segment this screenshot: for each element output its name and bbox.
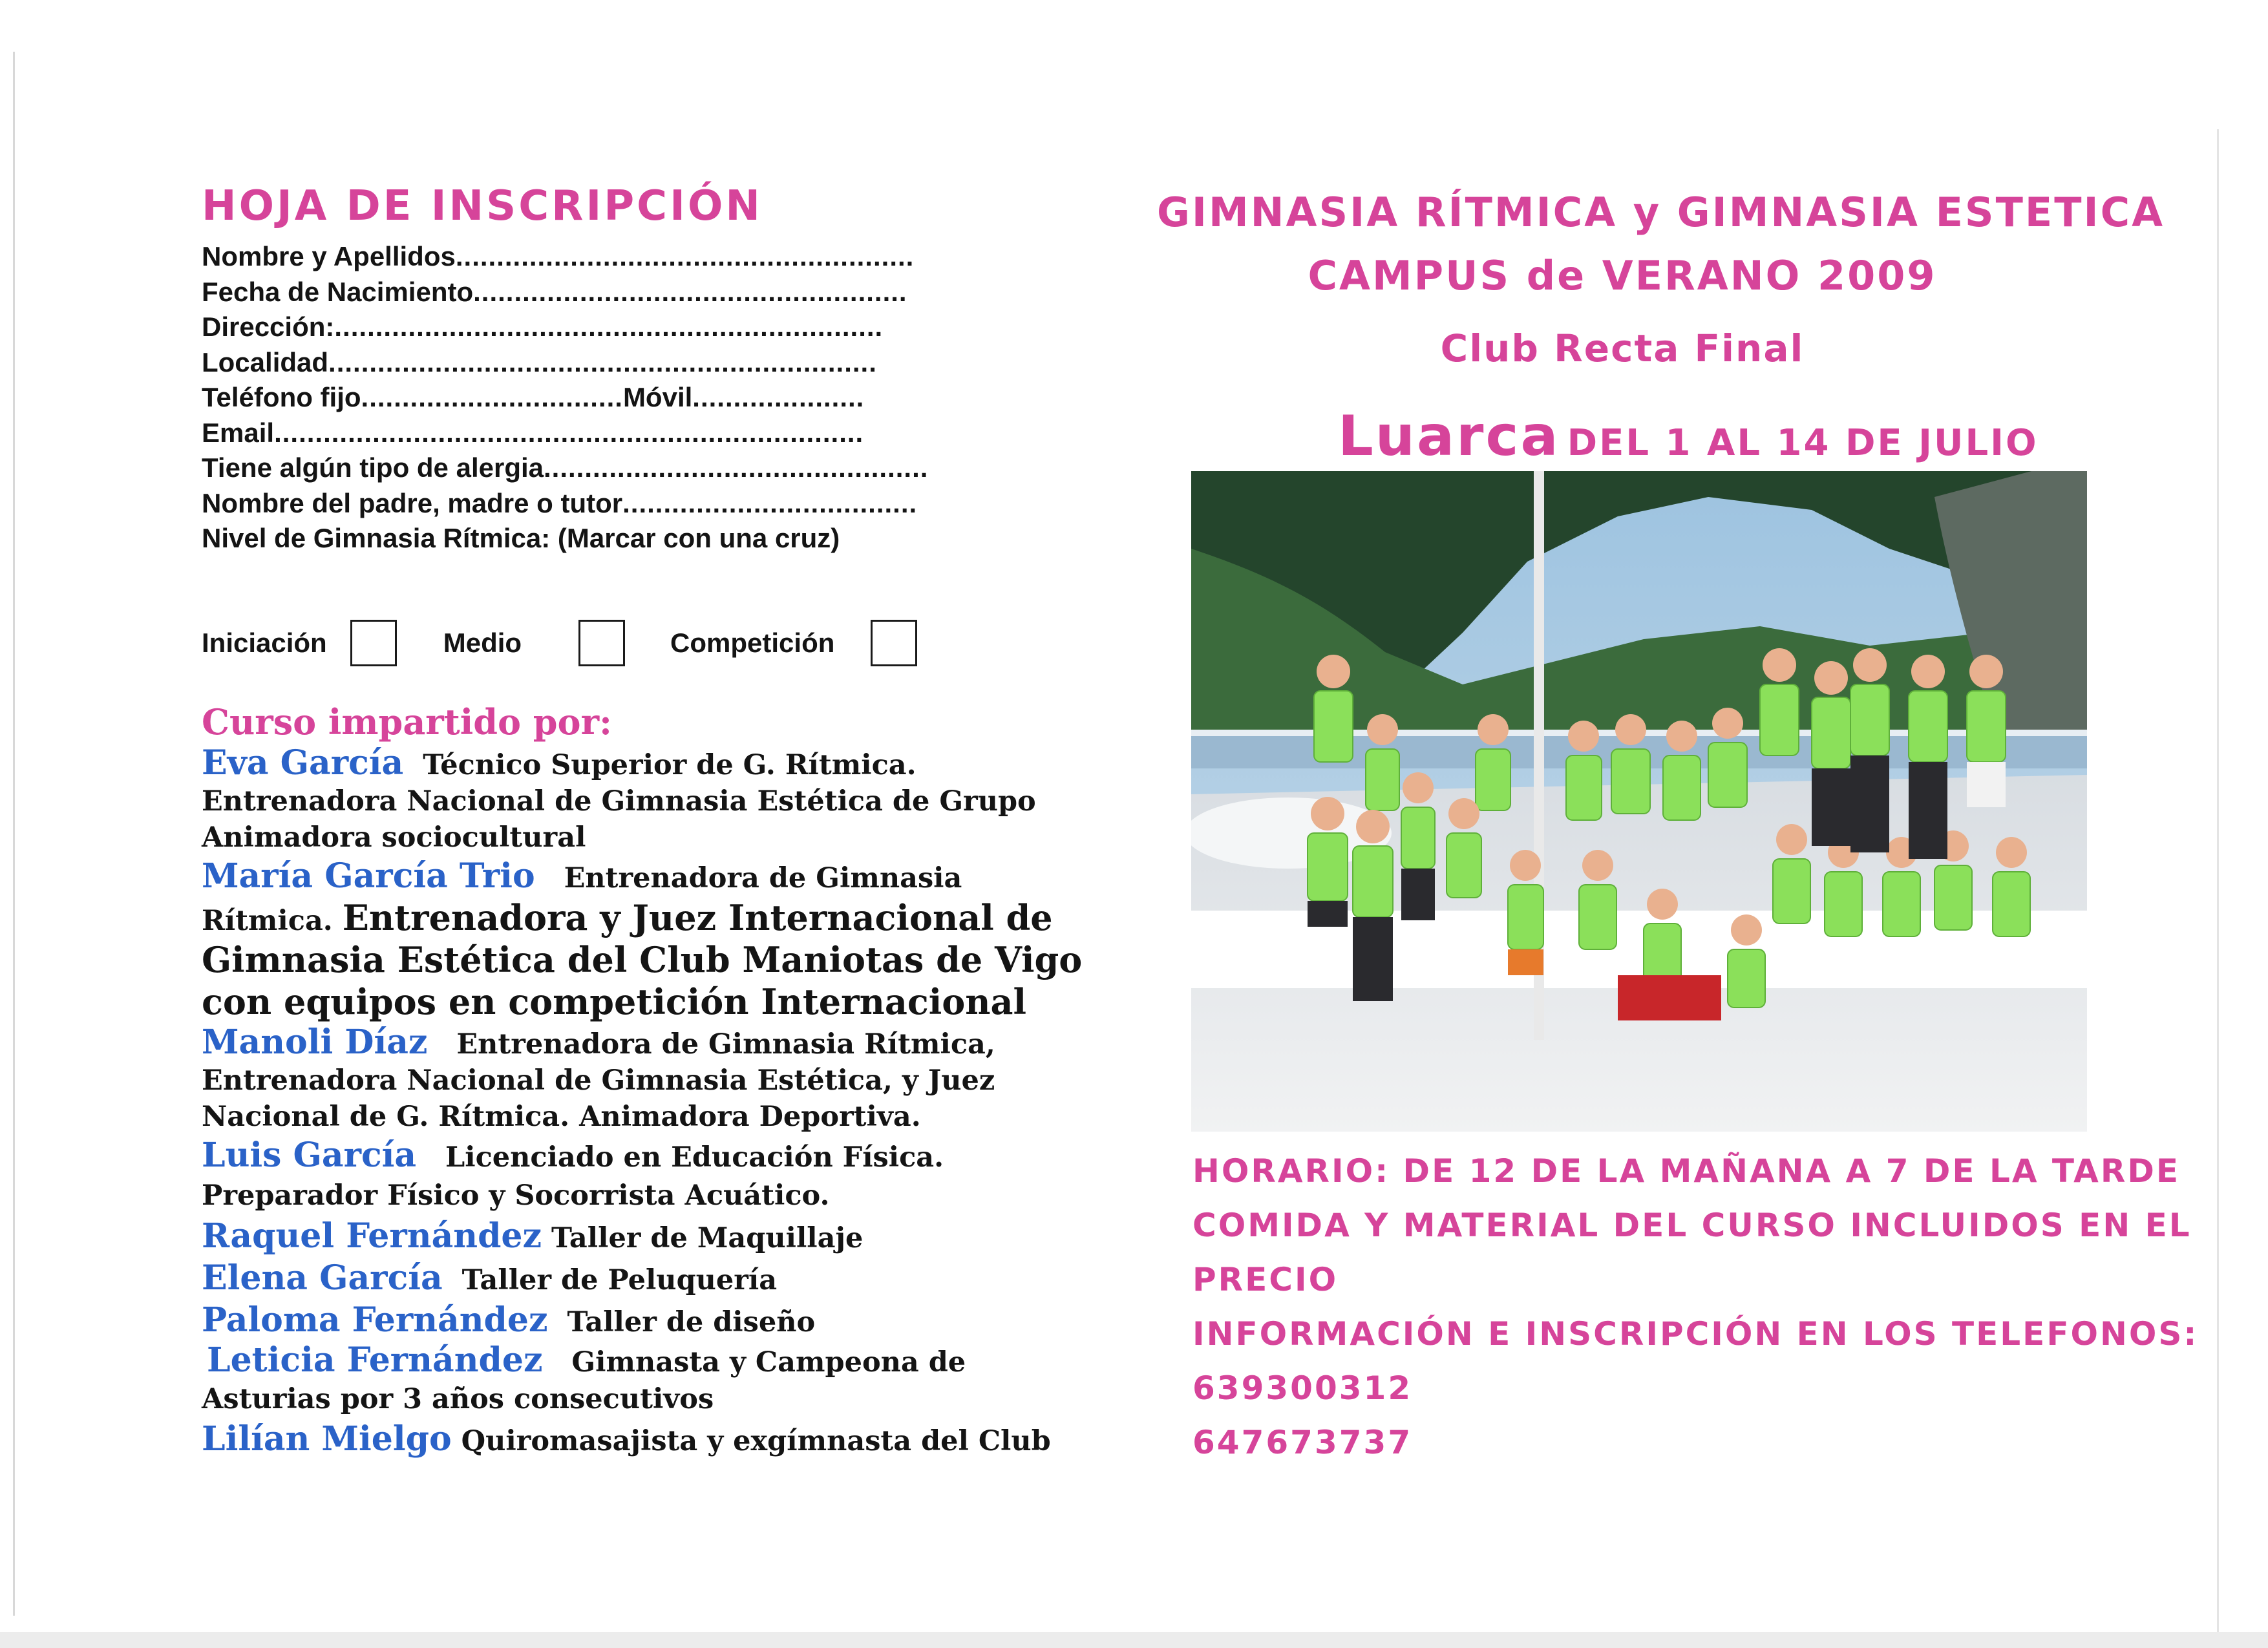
- field-guardian[interactable]: [202, 486, 1029, 522]
- club-name: Club Recta Final: [1440, 326, 1805, 370]
- instructor-text: Quiromasajista y exgímnasta del Club: [461, 1425, 1051, 1457]
- field-label: Fecha de Nacimiento: [202, 276, 474, 307]
- level-medium-checkbox[interactable]: [578, 620, 625, 666]
- level-beginner-checkbox[interactable]: [350, 620, 397, 666]
- field-dots: ........................................................: [455, 241, 915, 271]
- field-label: Nombre y Apellidos: [202, 241, 456, 271]
- event-location: Luarca: [1338, 404, 1560, 469]
- instructor-line: [202, 819, 1119, 856]
- field-allergy[interactable]: [202, 450, 1029, 486]
- group-photo: [1191, 471, 2087, 1132]
- level-beginner-label: Iniciación: [202, 628, 327, 658]
- field-dots: .....................................................: [473, 276, 907, 307]
- info-phone-1[interactable]: 639300312: [1192, 1369, 1413, 1407]
- instructors-heading: Curso impartido por:: [202, 701, 612, 743]
- info-phone-2[interactable]: 647673737: [1192, 1424, 1413, 1461]
- instructor-line: [202, 1257, 1119, 1299]
- field-label: Teléfono fijo: [202, 382, 361, 412]
- instructor-line: [202, 981, 1119, 1022]
- field-town[interactable]: [202, 345, 1029, 381]
- instructor-name: María García Trio: [202, 856, 535, 896]
- instructor-line: [202, 1062, 1119, 1099]
- form-fields: [202, 239, 1029, 556]
- level-selector: [202, 617, 917, 669]
- scan-edge-bottom: [0, 1632, 2268, 1648]
- event-subtitle: CAMPUS de VERANO 2009: [1308, 252, 1937, 299]
- field-dots: ...................................................................: [334, 312, 884, 342]
- instructor-line: [202, 1341, 1119, 1380]
- field-dots: ................................: [361, 382, 623, 412]
- instructor-text: Animadora sociocultural: [202, 821, 586, 854]
- field-dots: ....................................: [622, 487, 918, 518]
- instructor-text: Taller de diseño: [567, 1306, 816, 1338]
- instructor-line: [202, 1299, 1119, 1341]
- field-birth-date[interactable]: [202, 275, 1029, 310]
- level-competition-checkbox[interactable]: [871, 620, 917, 666]
- instructor-line: [202, 1176, 1119, 1215]
- instructor-text: Gimnasta y Campeona de: [571, 1346, 966, 1379]
- field-level-instruction: [202, 521, 1029, 556]
- instructor-name: Raquel Fernández: [202, 1216, 542, 1256]
- group-photo-illustration: [1191, 471, 2087, 1132]
- level-medium-label: Medio: [443, 628, 522, 658]
- fold-line: [2217, 129, 2219, 1642]
- info-schedule: HORARIO: DE 12 DE LA MAÑANA A 7 DE LA TARDE: [1192, 1152, 2180, 1190]
- event-info: [1192, 1144, 2199, 1470]
- field-label-mobile: Móvil: [622, 382, 693, 412]
- instructor-line: [202, 743, 1119, 783]
- info-included: COMIDA Y MATERIAL DEL CURSO INCLUIDOS EN EL: [1192, 1207, 2192, 1244]
- instructor-line: [202, 856, 1119, 897]
- level-competition-label: Competición: [670, 628, 835, 658]
- info-contact-heading: INFORMACIÓN E INSCRIPCIÓN EN LOS TELEFONOS:: [1192, 1315, 2199, 1353]
- instructor-text: Entrenadora Nacional de Gimnasia Estética, y Juez: [202, 1064, 995, 1097]
- instructor-text: Entrenadora de Gimnasia Rítmica,: [456, 1028, 995, 1061]
- instructor-text: Preparador Físico y Socorrista Acuático.: [202, 1179, 830, 1212]
- event-location-dates: [1338, 404, 2268, 469]
- form-title: HOJA DE INSCRIPCIÓN: [202, 182, 763, 230]
- field-address[interactable]: [202, 310, 1029, 345]
- field-dots: ...............................................: [544, 452, 929, 483]
- field-dots: ...................................................................: [328, 346, 877, 377]
- instructor-text: Entrenadora Nacional de Gimnasia Estética de Grupo: [202, 785, 1036, 818]
- field-label: Localidad: [202, 346, 329, 377]
- instructor-name: Elena García: [202, 1258, 443, 1298]
- instructors-list: [202, 743, 1119, 1460]
- instructor-text: Nacional de G. Rítmica. Animadora Deportiva.: [202, 1101, 921, 1133]
- instructor-text: Rítmica.: [202, 905, 343, 937]
- instructor-line: [202, 1135, 1119, 1176]
- field-dots: .....................: [692, 382, 865, 412]
- instructor-line: [202, 1022, 1119, 1062]
- field-label: Nombre del padre, madre o tutor: [202, 487, 623, 518]
- instructor-text: Licenciado en Educación Física.: [445, 1141, 944, 1174]
- field-label: Tiene algún tipo de alergia: [202, 452, 544, 483]
- instructor-line: [202, 1099, 1119, 1135]
- instructor-name: Lilían Mielgo: [202, 1419, 452, 1459]
- instructor-line: [202, 1215, 1119, 1257]
- field-dots: ........................................................................: [274, 417, 864, 448]
- instructor-line: [202, 1380, 1119, 1419]
- instructor-name: Paloma Fernández: [202, 1300, 548, 1340]
- event-dates: DEL 1 AL 14 DE JULIO: [1567, 422, 2039, 464]
- field-phone[interactable]: [202, 380, 1029, 416]
- instructor-text-large: con equipos en competición Internacional: [202, 981, 1027, 1022]
- instructor-name: Manoli Díaz: [202, 1022, 428, 1062]
- instructor-text: Técnico Superior de G. Rítmica.: [423, 749, 917, 781]
- instructor-text-large: Entrenadora y Juez Internacional de: [342, 897, 1053, 938]
- instructor-line: [202, 1419, 1119, 1460]
- instructor-line: [202, 897, 1119, 938]
- instructor-line: [202, 783, 1119, 819]
- scan-edge-left: [13, 52, 15, 1616]
- instructor-name: Luis García: [202, 1136, 417, 1175]
- instructor-text: Asturias por 3 años consecutivos: [202, 1383, 714, 1415]
- field-label: Email: [202, 417, 275, 448]
- instructor-line: [202, 938, 1119, 981]
- instructor-text: Taller de Maquillaje: [551, 1222, 864, 1254]
- instructor-text-large: Gimnasia Estética del Club Maniotas de Vigo: [202, 939, 1083, 980]
- field-label: Dirección:: [202, 312, 335, 342]
- instructor-text: Entrenadora de Gimnasia: [564, 862, 962, 894]
- instructor-text: Taller de Peluquería: [461, 1264, 778, 1296]
- instructor-name: Eva García: [202, 743, 404, 783]
- info-price: PRECIO: [1192, 1261, 1339, 1298]
- field-full-name[interactable]: [202, 239, 1029, 275]
- field-label: Nivel de Gimnasia Rítmica: (Marcar con una cruz): [202, 523, 840, 553]
- field-email[interactable]: [202, 416, 1029, 451]
- instructor-name: Leticia Fernández: [207, 1340, 543, 1380]
- event-title: GIMNASIA RÍTMICA y GIMNASIA ESTETICA: [1157, 189, 2165, 236]
